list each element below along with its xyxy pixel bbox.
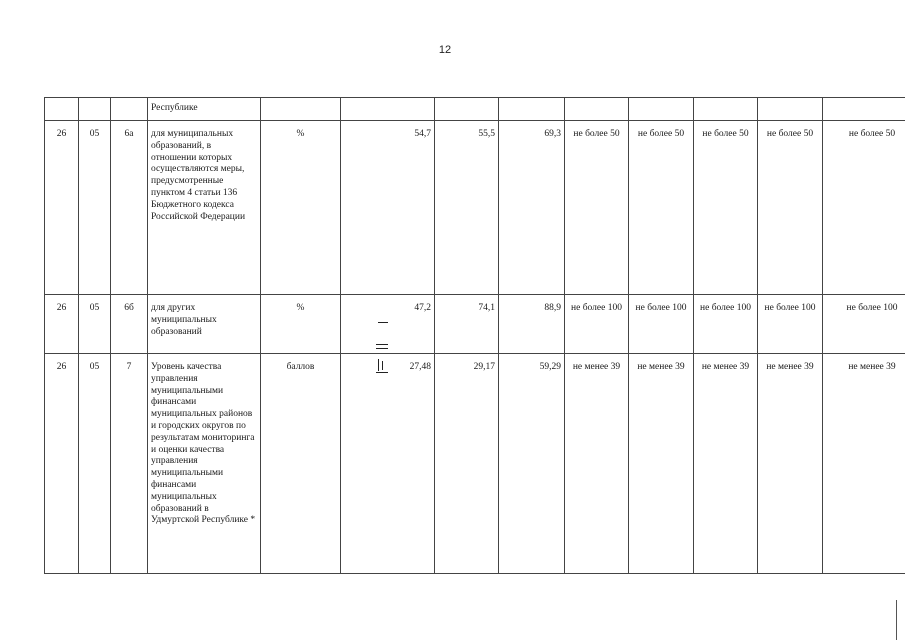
value-cell-2: 74,1 [435,295,499,354]
page-number: 12 [438,44,452,56]
value-cell-1 [341,98,435,121]
code-column-1: 26 [45,295,79,354]
value-cell-1: 27,48 [341,354,435,574]
target-cell-2: не более 100 [629,295,694,354]
unit-cell: баллов [261,354,341,574]
value-cell-2 [435,98,499,121]
target-cell-1: не более 100 [565,295,629,354]
value-cell-1: 54,7 [341,121,435,295]
code-column-3: 7 [111,354,148,574]
scan-artifact [376,372,388,373]
unit-cell [261,98,341,121]
table-row [45,295,905,354]
target-cell-4 [758,98,823,121]
code-column-1: 26 [45,121,79,295]
code-column-2: 05 [79,295,111,354]
target-cell-5: не менее 39 [823,354,905,574]
scan-artifact [896,600,897,640]
indicator-description: Уровень качества управления муниципальными финансами муниципальных районов и городских округов по результатам мониторинга и оценки качества управления муниципальными финансами муниципальных образований в Удмуртской Республике * [148,354,261,574]
code-column-3 [111,98,148,121]
target-cell-5: не более 50 [823,121,905,295]
target-cell-3: не более 100 [694,295,758,354]
table-row [45,354,905,574]
code-column-2: 05 [79,354,111,574]
value-cell-2: 29,17 [435,354,499,574]
value-cell-2: 55,5 [435,121,499,295]
target-cell-5 [823,98,905,121]
indicator-table [44,97,905,574]
unit-cell: % [261,121,341,295]
target-cell-1: не более 50 [565,121,629,295]
target-cell-3: не менее 39 [694,354,758,574]
value-cell-3: 59,29 [499,354,565,574]
scan-artifact [378,322,388,323]
target-cell-4: не более 100 [758,295,823,354]
unit-cell: % [261,295,341,354]
scan-artifact [376,348,388,349]
table-row [45,121,905,295]
value-cell-3: 88,9 [499,295,565,354]
target-cell-4: не более 50 [758,121,823,295]
indicator-description: для муниципальных образований, в отношении которых осуществляются меры, предусмотренные пунктом 4 статьи 136 Бюджетного кодекса Российской Федерации [148,121,261,295]
code-column-2: 05 [79,121,111,295]
scan-artifact [378,359,379,371]
code-column-3: 6а [111,121,148,295]
target-cell-2: не более 50 [629,121,694,295]
code-column-1: 26 [45,354,79,574]
value-cell-3: 69,3 [499,121,565,295]
code-column-3: 6б [111,295,148,354]
code-column-1 [45,98,79,121]
scan-artifact [382,361,383,370]
code-column-2 [79,98,111,121]
target-cell-2: не менее 39 [629,354,694,574]
target-cell-1: не менее 39 [565,354,629,574]
value-cell-3 [499,98,565,121]
target-cell-5: не более 100 [823,295,905,354]
target-cell-1 [565,98,629,121]
target-cell-3 [694,98,758,121]
target-cell-4: не менее 39 [758,354,823,574]
scan-artifact [376,344,388,345]
target-cell-2 [629,98,694,121]
value-cell-1: 47,2 [341,295,435,354]
target-cell-3: не более 50 [694,121,758,295]
indicator-description: Республике [148,98,261,121]
table-row [45,98,905,121]
indicator-description: для других муниципальных образований [148,295,261,354]
